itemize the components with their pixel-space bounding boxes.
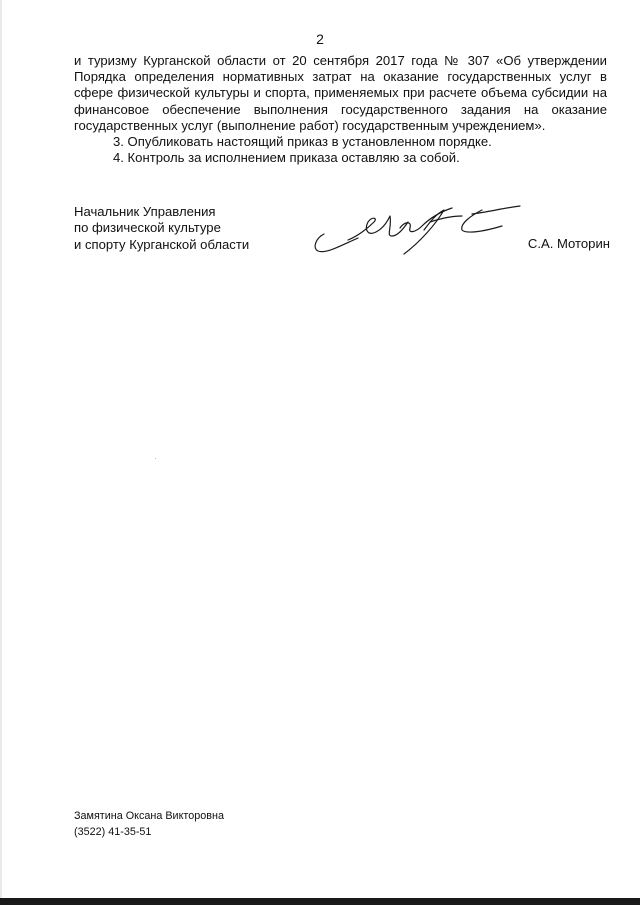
signer-title-line-1: Начальник Управления (74, 204, 216, 219)
page-number: 2 (316, 31, 324, 47)
contact-block (74, 809, 224, 840)
document-body (74, 53, 607, 166)
item-3: 3. Опубликовать настоящий приказ в установленном порядке. (113, 134, 492, 150)
signer-title-line-3: и спорту Курганской области (74, 236, 250, 252)
continuation-paragraph: и туризму Курганской области от 20 сентября 2017 года № 307 «Об утверждении Порядка определения нормативных затрат на оказание государственных услуг в сфере физической культуры и спорта, применяемых при расчете объема субсидии на финансовое обеспечение выполнения государственного задания на оказание государственных услуг (выполнение работ) государственным учреждением». (74, 53, 607, 133)
item-4: 4. Контроль за исполнением приказа оставляю за собой. (113, 150, 460, 166)
signature-block (74, 204, 249, 253)
scan-edge-left (0, 0, 2, 905)
signer-title-line-2: по физической культуре (74, 220, 221, 236)
handwritten-signature (312, 202, 526, 258)
contact-phone: (3522) 41-35-51 (74, 825, 152, 838)
contact-name: Замятина Оксана Викторовна (74, 810, 224, 822)
signer-name: С.А. Моторин (527, 236, 610, 251)
scan-speck (155, 458, 156, 459)
scan-edge-bottom (0, 898, 640, 905)
